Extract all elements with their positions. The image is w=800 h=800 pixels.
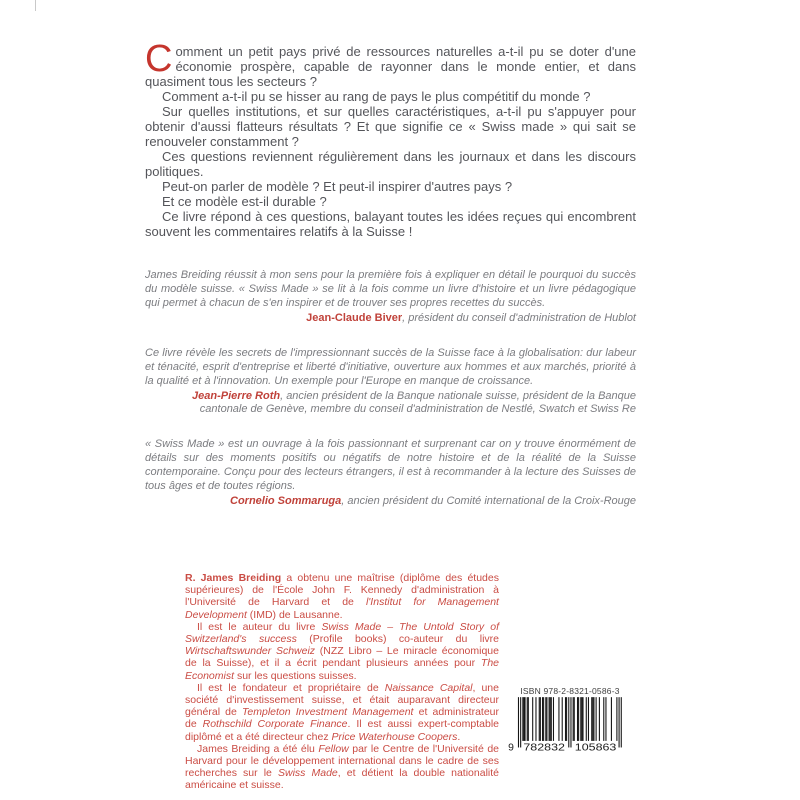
bio-text-segment: Il est le fondateur et propriétaire de (197, 681, 385, 694)
bio-text-segment: Rothschild Corporate Finance (202, 718, 348, 731)
bio-text-segment: Swiss Made (277, 767, 338, 780)
bio-text-segment: , une société d'investissement suisse, et était auparavant directeur général de (185, 681, 499, 719)
testimonial-attribution (145, 390, 636, 416)
intro-paragraph: Comment a-t-il pu se hisser au rang de pays le plus compétitif du monde ? (162, 89, 591, 104)
testimonial-quote: Ce livre révèle les secrets de l'impressionnant succès de la Suisse face à la globalisation: dur labeur et ténacité, esprit d'entreprise et liberté d'initiative, ouverture aux hommes et aux marchés, priorité à la qualité et à l'innovation. Un exemple pour l'Europe en manque de croissance. (145, 347, 636, 387)
author-name: Jean-Claude Biver (306, 312, 403, 324)
testimonial-quote: « Swiss Made » est un ouvrage à la fois passionnant et surprenant car on y trouve énormément de détails sur des moments positifs ou négatifs de notre histoire et de la réalité de la Suisse contemporaine. Conçu pour des lecteurs étrangers, il est à recommander à la lecture des Suisses de tous âges et de toutes régions. (145, 438, 636, 492)
drop-cap: C (145, 38, 173, 80)
bio-text-segment: Fellow (318, 742, 349, 755)
author-name: Jean-Pierre Roth (192, 390, 281, 402)
bio-text-segment: Il est le auteur du livre (197, 620, 322, 633)
bio-text-segment: a obtenu une maîtrise (diplôme des études supérieures) de l'École John F. Kennedy d'administration à l'Université de Harvard et de (185, 572, 499, 609)
intro-paragraph: Ce livre répond à ces questions, balayant toutes les idées reçues qui encombrent souvent les commentaires relatifs à la Suisse ! (145, 209, 636, 239)
bio-text-segment: (Profile books) co-auteur du livre (296, 633, 499, 646)
testimonial-attribution (145, 495, 636, 508)
author-name-highlight: R. James Breiding (185, 572, 282, 584)
intro-paragraph (145, 38, 636, 89)
author-role: , président du conseil d'administration de Hublot (402, 312, 636, 324)
testimonial-quote: James Breiding réussit à mon sens pour la première fois à expliquer en détail le pourquoi du succès du modèle suisse. « Swiss Made » se lit à la fois comme un livre d'histoire et un livre pédagogique qui permet à chacun de s'en inspirer et de trouver ses propres recettes du succès. (145, 269, 636, 309)
author-bio-section (185, 572, 499, 792)
testimonial (145, 346, 636, 416)
isbn-label: ISBN 978-2-8321-0586-3 (520, 686, 620, 696)
bio-paragraph (185, 682, 499, 743)
testimonial-attribution (145, 312, 636, 325)
intro-text (145, 38, 636, 239)
intro-paragraph: Et ce modèle est-il durable ? (162, 194, 327, 209)
barcode-digit-group1: 782832 (523, 742, 566, 752)
author-role: , ancien président du Comité international de la Croix-Rouge (341, 495, 636, 507)
bio-text-segment: et administrateur de (185, 706, 500, 731)
bio-text-segment: The Economist (185, 657, 499, 682)
bio-text-segment: (IMD) de Lausanne. (246, 608, 343, 621)
bio-text-segment: Wirtschaftswunder Schweiz (185, 645, 316, 658)
barcode-digit-group2: 105863 (574, 742, 617, 752)
bio-text-segment: (NZZ Libro – Le miracle économique de la Suisse), et il a écrit pendant plusieurs années pour (185, 645, 499, 670)
bio-text-segment: . Il est aussi expert-comptable diplômé et a été directeur chez (185, 718, 499, 743)
intro-paragraph: Peut-on parler de modèle ? Et peut-il inspirer d'autres pays ? (162, 179, 513, 194)
bio-paragraph (185, 572, 499, 621)
bio-text-segment: l'Institut for Management Development (185, 596, 499, 621)
bio-text-segment: Swiss Made – The Untold Story of Switzerland's success (185, 620, 499, 646)
bio-text-segment: . (457, 730, 461, 743)
bio-text-segment: par le Centre de l'Université de Harvard pour le développement international dans le cadre de ses recherches sur le (185, 742, 499, 780)
intro-paragraph-text: omment un petit pays privé de ressources naturelles a-t-il pu se doter d'une économie prospère, capable de rayonner dans le monde entier, et dans quasiment tous les secteurs ? (145, 44, 636, 89)
bio-paragraph (185, 743, 499, 792)
crop-mark (35, 0, 36, 11)
bio-text-segment: Templeton Investment Management (241, 706, 414, 719)
bio-text-segment: Naissance Capital (384, 681, 473, 694)
bio-text-segment: Price Waterhouse Coopers (331, 730, 458, 743)
bio-text-segment: James Breiding a été élu (197, 742, 319, 755)
author-name: Cornelio Sommaruga (230, 495, 342, 507)
testimonial (145, 437, 636, 508)
testimonials-section (145, 268, 636, 508)
testimonial (145, 268, 636, 325)
barcode-digit-lead: 9 (508, 742, 514, 752)
text-column (145, 38, 636, 792)
isbn-block (507, 686, 627, 752)
bio-text-segment: , et détient la double nationalité américaine et suisse. (185, 767, 500, 792)
intro-paragraph: Sur quelles institutions, et sur quelles caractéristiques, a-t-il pu s'appuyer pour obtenir d'aussi flatteurs résultats ? Et que signifie ce « Swiss made » qui sait se renouveler constamment ? (145, 104, 636, 149)
ean-barcode (507, 697, 624, 752)
author-role: , ancien président de la Banque nationale suisse, président de la Banque cantonale de Genève, membre du conseil d'administration de Nestlé, Swatch et Swiss Re (199, 390, 636, 415)
bio-text-segment: sur les questions suisses. (234, 669, 357, 682)
intro-paragraph: Ces questions reviennent régulièrement dans les journaux et dans les discours politiques. (145, 149, 636, 179)
bio-paragraph (185, 621, 499, 682)
